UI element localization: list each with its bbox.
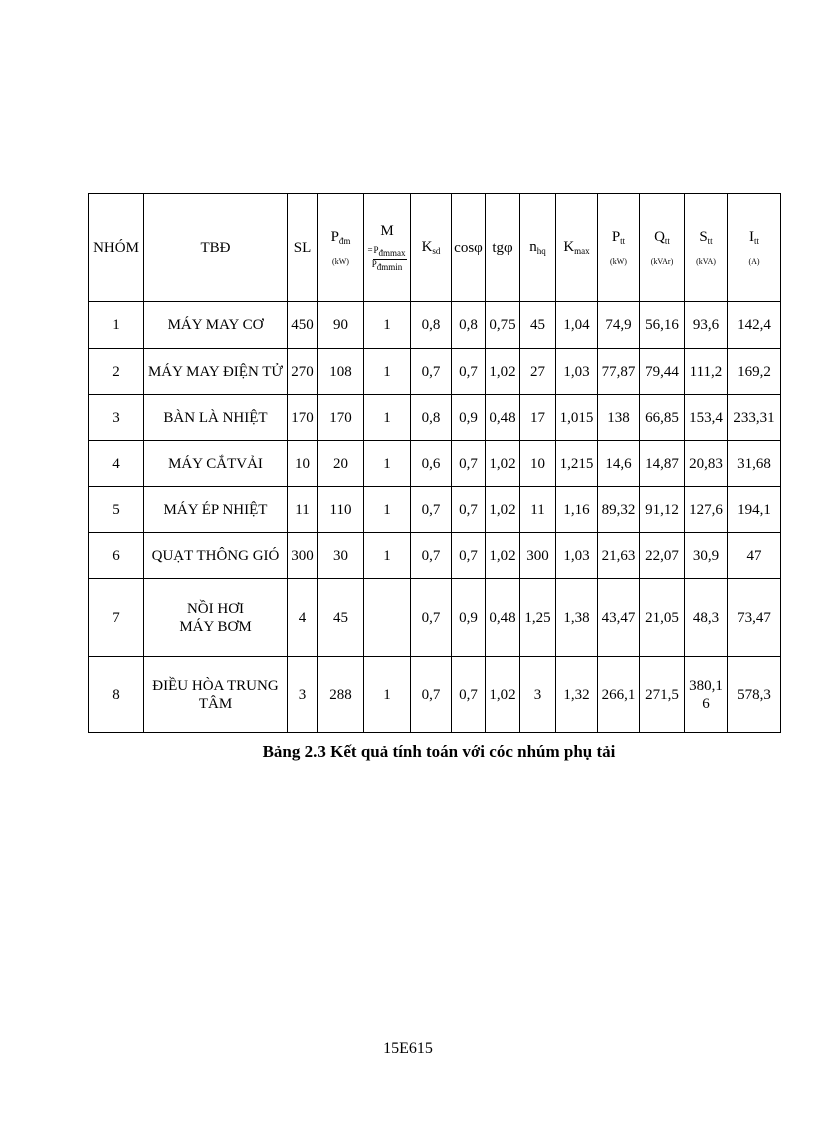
table-row [89,302,781,349]
cell-group: 6 [89,533,144,579]
cell-pdm: 110 [318,487,364,533]
cell-ptt: 21,63 [598,533,640,579]
header-qty: SL [288,194,318,302]
cell-qty: 300 [288,533,318,579]
table-row [89,349,781,395]
cell-nhq: 11 [520,487,556,533]
cell-stt: 127,6 [685,487,728,533]
cell-ksd: 0,7 [411,579,452,657]
cell-qtt: 271,5 [640,657,685,733]
cell-cos: 0,7 [452,533,486,579]
cell-ksd: 0,7 [411,349,452,395]
cell-stt: 48,3 [685,579,728,657]
cell-qty: 170 [288,395,318,441]
cell-qtt: 22,07 [640,533,685,579]
cell-cos: 0,9 [452,579,486,657]
cell-pdm: 288 [318,657,364,733]
cell-itt: 31,68 [728,441,781,487]
cell-nhq: 3 [520,657,556,733]
cell-cos: 0,8 [452,302,486,349]
header-stt: $S_{tt}$ (kVA) [685,194,728,302]
cell-itt: 233,31 [728,395,781,441]
cell-m: 1 [364,441,411,487]
cell-stt: 153,4 [685,395,728,441]
cell-pdm: 90 [318,302,364,349]
cell-stt: 20,83 [685,441,728,487]
cell-cos: 0,9 [452,395,486,441]
header-ksd: $K_{sd}$ [411,194,452,302]
table-caption: Bảng 2.3 Kết quả tính toán với cóc nhúm phụ tải [262,742,616,761]
cell-tg: 1,02 [486,349,520,395]
cell-nhq: 10 [520,441,556,487]
device-line: NỒI HƠI [186,600,245,617]
cell-device: QUẠT THÔNG GIÓ [144,533,288,579]
cell-stt: 93,6 [685,302,728,349]
cell-pdm: 20 [318,441,364,487]
cell-m: 1 [364,487,411,533]
page-number: 15E615 [383,1040,433,1057]
cell-pdm: 45 [318,579,364,657]
cell-group: 8 [89,657,144,733]
cell-ksd: 0,7 [411,487,452,533]
cell-device: MÁY CẮTVẢI [144,441,288,487]
cell-group: 3 [89,395,144,441]
cell-ksd: 0,8 [411,395,452,441]
cell-ksd: 0,6 [411,441,452,487]
cell-device: MÁY MAY CƠ [144,302,288,349]
cell-ptt: 138 [598,395,640,441]
cell-nhq: 17 [520,395,556,441]
cell-itt: 73,47 [728,579,781,657]
cell-ptt: 266,1 [598,657,640,733]
cell-ptt: 14,6 [598,441,640,487]
cell-m: 1 [364,349,411,395]
cell-tg: 0,48 [486,395,520,441]
cell-ksd: 0,7 [411,657,452,733]
device-line: TÂM [198,695,233,712]
cell-tg: 1,02 [486,487,520,533]
cell-qty: 450 [288,302,318,349]
cell-qtt: 56,16 [640,302,685,349]
header-kmax: $K_{max}$ [556,194,598,302]
cell-cos: 0,7 [452,487,486,533]
table-row [89,441,781,487]
cell-qtt: 91,12 [640,487,685,533]
table-row [89,657,781,733]
table-row [89,487,781,533]
cell-pdm: 108 [318,349,364,395]
table-row [89,579,781,657]
header-itt: $I_{tt}$ (A) [728,194,781,302]
cell-itt: 169,2 [728,349,781,395]
cell-kmax: 1,03 [556,349,598,395]
cell-tg: 1,02 [486,533,520,579]
cell-qtt: 21,05 [640,579,685,657]
cell-stt [685,657,728,733]
cell-group: 2 [89,349,144,395]
cell-group: 7 [89,579,144,657]
cell-qtt: 79,44 [640,349,685,395]
cell-ptt: 89,32 [598,487,640,533]
cell-device: MÁY MAY ĐIỆN TỬ [144,349,288,395]
header-qtt: $Q_{tt}$ (kVAr) [640,194,685,302]
cell-qtt: 66,85 [640,395,685,441]
cell-qty: 4 [288,579,318,657]
header-tg: tgφ [486,194,520,302]
cell-cos: 0,7 [452,657,486,733]
cell-group: 5 [89,487,144,533]
cell-kmax: 1,215 [556,441,598,487]
results-table [88,193,781,733]
cell-m [364,579,411,657]
cell-device: BÀN LÀ NHIỆT [144,395,288,441]
cell-ptt: 74,9 [598,302,640,349]
stt-line: 380,1 [689,677,723,694]
cell-nhq: 27 [520,349,556,395]
cell-itt: 194,1 [728,487,781,533]
device-line: MÁY BƠM [179,618,252,635]
cell-device: MÁY ÉP NHIỆT [144,487,288,533]
cell-kmax: 1,38 [556,579,598,657]
stt-line: 6 [702,695,710,712]
table-row [89,395,781,441]
cell-tg: 0,75 [486,302,520,349]
header-device: TBĐ [144,194,288,302]
cell-tg: 1,02 [486,441,520,487]
cell-qty: 270 [288,349,318,395]
cell-nhq: 45 [520,302,556,349]
cell-pdm: 170 [318,395,364,441]
cell-nhq: 300 [520,533,556,579]
header-m: M $=P_{đmmax}$ $P_{đmmin}$ [364,194,411,302]
header-row [89,194,781,302]
table-row [89,533,781,579]
m-formula: $=P_{đmmax}$ $P_{đmmin}$ [367,245,406,272]
cell-itt: 142,4 [728,302,781,349]
cell-qty: 3 [288,657,318,733]
cell-m: 1 [364,657,411,733]
cell-kmax: 1,03 [556,533,598,579]
cell-ksd: 0,8 [411,302,452,349]
cell-device [144,657,288,733]
cell-ksd: 0,7 [411,533,452,579]
cell-m: 1 [364,395,411,441]
cell-nhq: 1,25 [520,579,556,657]
cell-itt: 578,3 [728,657,781,733]
header-group: NHÓM [89,194,144,302]
cell-tg: 0,48 [486,579,520,657]
cell-qty: 11 [288,487,318,533]
device-line: ĐIỀU HÒA TRUNG [152,677,279,694]
cell-m: 1 [364,302,411,349]
cell-kmax: 1,04 [556,302,598,349]
cell-itt: 47 [728,533,781,579]
cell-ptt: 43,47 [598,579,640,657]
cell-ptt: 77,87 [598,349,640,395]
cell-kmax: 1,015 [556,395,598,441]
cell-cos: 0,7 [452,441,486,487]
cell-device [144,579,288,657]
cell-kmax: 1,32 [556,657,598,733]
cell-cos: 0,7 [452,349,486,395]
cell-pdm: 30 [318,533,364,579]
cell-tg: 1,02 [486,657,520,733]
header-pdm: $P_{đm}$ (kW) [318,194,364,302]
cell-m: 1 [364,533,411,579]
cell-kmax: 1,16 [556,487,598,533]
cell-stt: 30,9 [685,533,728,579]
cell-group: 1 [89,302,144,349]
cell-qtt: 14,87 [640,441,685,487]
header-ptt: $P_{tt}$ (kW) [598,194,640,302]
cell-stt: 111,2 [685,349,728,395]
cell-group: 4 [89,441,144,487]
header-cos: cosφ [452,194,486,302]
cell-qty: 10 [288,441,318,487]
header-nhq: $n_{hq}$ [520,194,556,302]
